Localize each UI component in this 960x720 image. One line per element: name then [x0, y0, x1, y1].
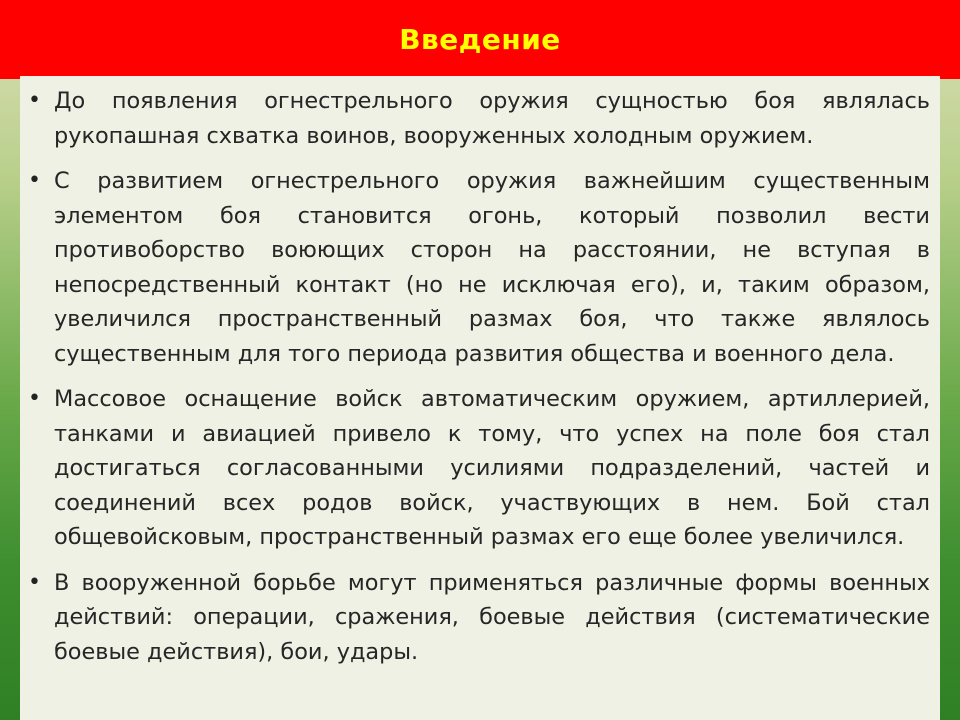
bullet-dot-icon: • [28, 569, 41, 595]
content-panel [20, 76, 940, 720]
bullet-text: До появления огнестрельного оружия сущностью боя являлась рукопашная схватка воинов, вооруженных холодным оружием. [54, 88, 930, 149]
bullet-dot-icon: • [28, 168, 41, 193]
title-bar [0, 0, 960, 79]
bullet-dot-icon: • [28, 386, 41, 411]
bullet-item-2 [28, 164, 930, 371]
bullet-list [28, 84, 930, 669]
bullet-item-4 [28, 566, 930, 670]
bullet-dot-icon: • [28, 88, 41, 113]
bullet-item-3 [28, 382, 930, 555]
bullet-text: Массовое оснащение войск автоматическим оружием, артиллерией, танками и авиацией привело к тому, что успех на поле боя стал достигаться согласованными усилиями подразделений, частей и соединений всех родов войск, участвующих в нем. Бой стал общевойсковым, пространственный размах его еще более увеличился. [54, 386, 930, 550]
bullet-text: С развитием огнестрельного оружия важнейшим существенным элементом боя становится огонь, который позволил вести противоборство воюющих сторон на расстоянии, не вступая в непосредственный контакт (но не исключая его), и, таким образом, увеличился пространственный размах боя, что также являлось существенным для того периода развития общества и военного дела. [54, 168, 930, 367]
slide-title: Введение [399, 23, 561, 56]
bullet-item-1 [28, 84, 930, 153]
bullet-text: В вооруженной борьбе могут применяться различные формы военных действий: операции, сражения, боевые действия (систематические боевые действия), бои, удары. [54, 569, 930, 665]
